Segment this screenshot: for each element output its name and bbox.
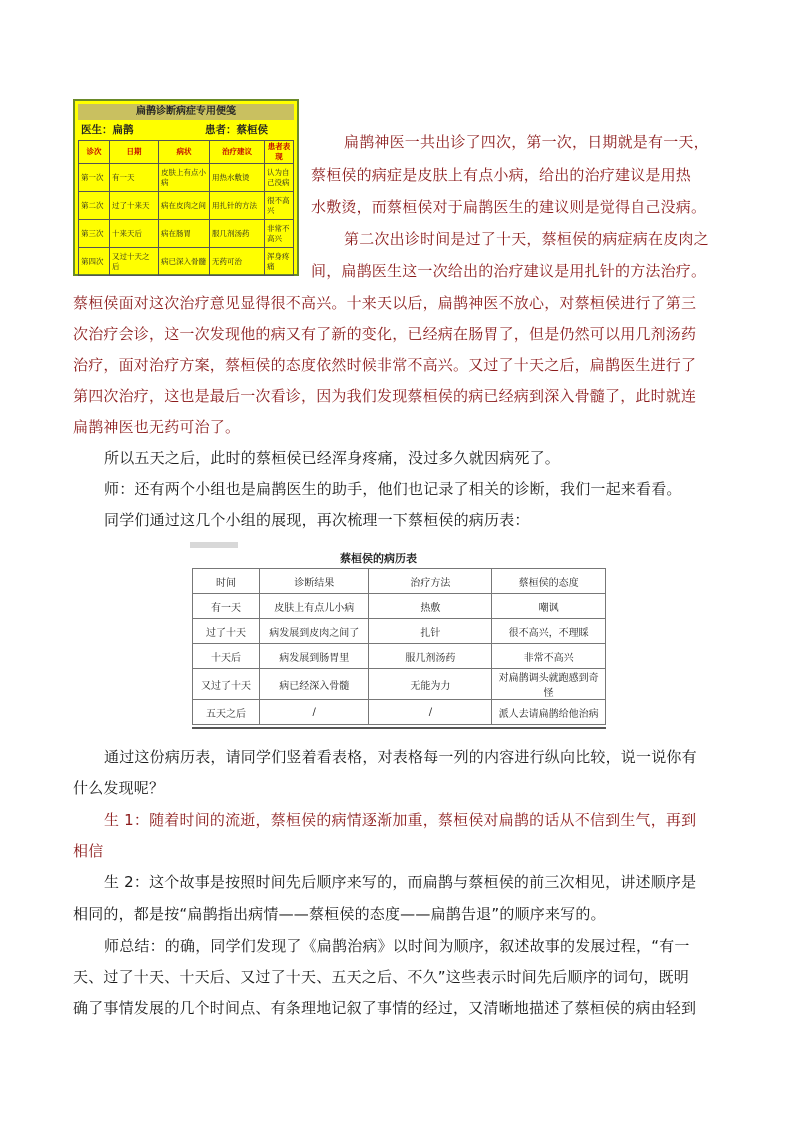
paragraph-line: 什么发现呢？	[73, 779, 165, 797]
history-cell: /	[260, 700, 369, 725]
note-cell: 用扎针的方法	[210, 192, 265, 220]
history-cell: 服几剂汤药	[369, 644, 492, 669]
paragraph-line: 通过这份病历表，请同学们竖着看表格，对表格每一列的内容进行纵向比较，说一说你有	[104, 748, 697, 766]
paragraph-line: 第四次治疗，这也是最后一次看诊，因为我们发现蔡桓侯的病已经病到深入骨髓了，此时就连	[73, 387, 697, 405]
history-cell: 热敷	[369, 594, 492, 619]
note-col: 患者表现	[265, 141, 294, 164]
history-row	[193, 594, 606, 619]
note-patient-label: 患者：蔡桓侯	[205, 124, 268, 136]
note-col: 诊次	[79, 141, 110, 164]
note-cell: 第三次	[79, 220, 110, 248]
paragraph-line: 同学们通过这几个小组的展现，再次梳理一下蔡桓侯的病历表：	[104, 511, 530, 529]
history-cell: 皮肤上有点儿小病	[260, 594, 369, 619]
note-cell: 有一天	[110, 164, 159, 192]
paragraph-line: 确了事情发展的几个时间点、有条理地记叙了事情的经过，又清晰地描述了蔡桓侯的病由轻到	[73, 999, 697, 1017]
paragraph-line: 天、过了十天、十天后、又过了十天、五天之后、不久”这些表示时间先后顺序的词句，既明	[73, 968, 689, 986]
history-row	[193, 619, 606, 644]
history-table-title: 蔡桓侯的病历表	[340, 552, 417, 565]
history-cell: 十天后	[193, 644, 260, 669]
note-doctor-label: 医生：扁鹊	[81, 124, 134, 136]
note-cell: 第四次	[79, 248, 110, 276]
note-cell: 又过十天之后	[110, 248, 159, 276]
note-cell: 十来天后	[110, 220, 159, 248]
history-row	[193, 669, 606, 700]
history-cell: 很不高兴，不理睬	[492, 619, 606, 644]
note-cell: 很不高兴	[265, 192, 294, 220]
paragraph-line: 相信	[73, 842, 104, 860]
paragraph-line: 次治疗会诊，这一次发现他的病又有了新的变化，已经病在肠胃了，但是仍然可以用几剂汤药	[73, 325, 697, 343]
note-cell: 服几剂汤药	[210, 220, 265, 248]
paragraph-line: 所以五天之后，此时的蔡桓侯已经浑身疼痛，没过多久就因病死了。	[104, 449, 561, 467]
history-cell: /	[369, 700, 492, 725]
history-cell: 非常不高兴	[492, 644, 606, 669]
note-cell: 第一次	[79, 164, 110, 192]
table-bottom-rule	[192, 727, 606, 729]
history-cell: 嘲讽	[492, 594, 606, 619]
note-col: 治疗建议	[210, 141, 265, 164]
note-cell: 病已深入骨髓	[159, 248, 210, 276]
paragraph-line: 扁鹊神医也无药可治了。	[73, 418, 241, 436]
paragraph-line: 师总结：的确，同学们发现了《扁鹊治病》以时间为顺序，叙述故事的发展过程，“有一	[104, 937, 690, 955]
paragraph-line: 师：还有两个小组也是扁鹊医生的助手，他们也记录了相关的诊断，我们一起来看看。	[104, 480, 682, 498]
paragraph-line: 蔡桓侯的病症是皮肤上有点小病，给出的治疗建议是用热	[311, 166, 692, 184]
note-table	[78, 140, 294, 276]
paragraph-line: 生 2：这个故事是按照时间先后顺序来写的，而扁鹊与蔡桓侯的前三次相见，讲述顺序是	[104, 873, 697, 891]
note-cell: 无药可治	[210, 248, 265, 276]
note-cell: 皮肤上有点小病	[159, 164, 210, 192]
history-cell: 病发展到皮肉之间了	[260, 619, 369, 644]
note-title: 扁鹊诊断病症专用便笺	[78, 104, 294, 120]
note-cell: 非常不高兴	[265, 220, 294, 248]
paragraph-line: 蔡桓侯面对这次治疗意见显得很不高兴。十来天以后，扁鹊神医不放心，对蔡桓侯进行了第三	[73, 294, 697, 312]
history-col: 诊断结果	[260, 569, 369, 594]
history-cell: 病发展到肠胃里	[260, 644, 369, 669]
history-cell: 过了十天	[193, 619, 260, 644]
note-row	[79, 164, 294, 192]
note-row	[79, 248, 294, 276]
paragraph-line: 扁鹊神医一共出诊了四次，第一次，日期就是有一天，	[344, 133, 709, 151]
note-cell: 病在皮肉之间	[159, 192, 210, 220]
paragraph-line: 第二次出诊时间是过了十天，蔡桓侯的病症病在皮肉之	[344, 230, 709, 248]
note-cell: 认为自己没病	[265, 164, 294, 192]
history-row	[193, 644, 606, 669]
history-col: 治疗方法	[369, 569, 492, 594]
note-cell: 浑身疼痛	[265, 248, 294, 276]
paragraph-line: 相同的，都是按“扁鹊指出病情——蔡桓侯的态度——扁鹊告退”的顺序来写的。	[73, 905, 606, 923]
history-col: 蔡桓侯的态度	[492, 569, 606, 594]
history-col: 时间	[193, 569, 260, 594]
note-col: 日期	[110, 141, 159, 164]
note-col: 病状	[159, 141, 210, 164]
paragraph-line: 生 1：随着时间的流逝，蔡桓侯的病情逐渐加重，蔡桓侯对扁鹊的话从不信到生气，再到	[104, 811, 697, 829]
history-cell: 扎针	[369, 619, 492, 644]
paragraph-line: 治疗，面对治疗方案，蔡桓侯的态度依然时候非常不高兴。又过了十天之后，扁鹊医生进行了	[73, 356, 697, 374]
paragraph-line: 间，扁鹊医生这一次给出的治疗建议是用扎针的方法治疗。	[311, 262, 707, 280]
history-row	[193, 700, 606, 725]
paragraph-line: 水敷烫，而蔡桓侯对于扁鹊医生的建议则是觉得自己没病。	[311, 198, 707, 216]
note-cell: 病在肠胃	[159, 220, 210, 248]
note-cell: 用热水敷烫	[210, 164, 265, 192]
history-cell: 有一天	[193, 594, 260, 619]
history-header-row	[193, 569, 606, 594]
history-cell: 病已经深入骨髓	[260, 669, 369, 700]
note-card-image	[73, 99, 299, 276]
history-cell: 又过了十天	[193, 669, 260, 700]
note-row	[79, 192, 294, 220]
history-cell: 五天之后	[193, 700, 260, 725]
note-table-header	[79, 141, 294, 164]
history-table	[192, 568, 606, 725]
note-cell: 过了十来天	[110, 192, 159, 220]
note-cell: 第二次	[79, 192, 110, 220]
history-cell: 派人去请扁鹊给他治病	[492, 700, 606, 725]
note-row	[79, 220, 294, 248]
history-cell: 对扁鹊调头就跑感到奇怪	[492, 669, 606, 700]
history-cell: 无能为力	[369, 669, 492, 700]
cropped-label-fragment	[190, 542, 238, 548]
